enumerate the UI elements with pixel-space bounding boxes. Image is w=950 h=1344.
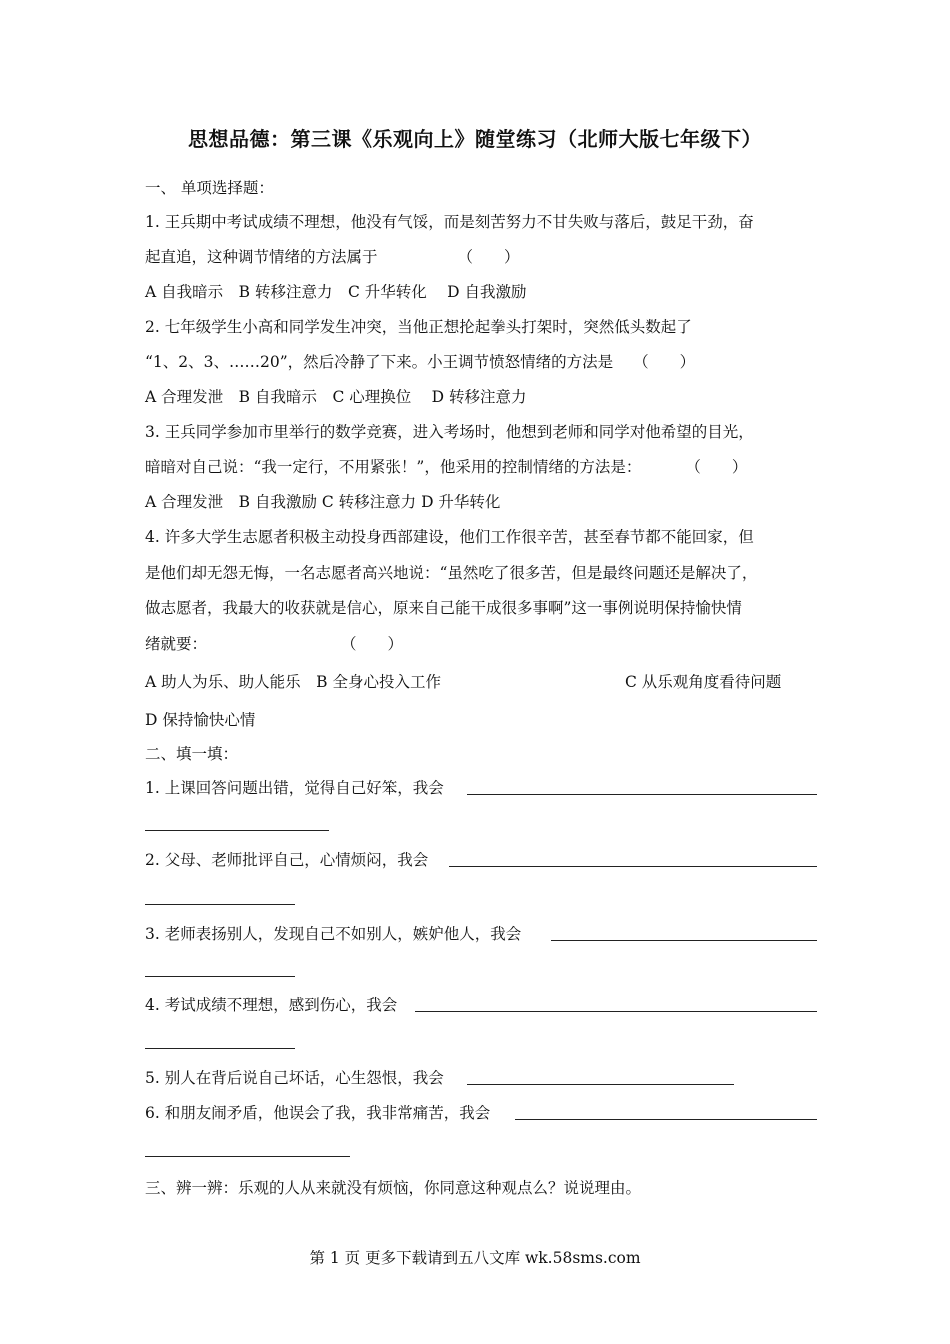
q3-answer-paren: （ ） [685,458,748,476]
q2-line2 [145,352,695,372]
q4-option-c: C 从乐观角度看待问题 [625,673,782,691]
fill-blank-6-continued[interactable] [145,1156,350,1157]
q3-line1: 3. 王兵同学参加市里举行的数学竞赛，进入考场时，他想到老师和同学对他希望的目光， [145,423,754,441]
fill-item-2: 2. 父母、老师批评自己，心情烦闷，我会 [145,851,429,869]
q3-options: A 合理发泄 B 自我激励 C 转移注意力 D 升华转化 [145,493,501,511]
fill-item-6: 6. 和朋友闹矛盾，他误会了我，我非常痛苦，我会 [145,1104,491,1122]
q1-line1: 1. 王兵期中考试成绩不理想，他没有气馁，而是刻苦努力不甘失败与落后，鼓足干劲，奋 [145,213,754,231]
q4-options-ab: A 助人为乐、助人能乐 B 全身心投入工作 [145,673,441,691]
q2-answer-paren: （ ） [633,353,696,371]
q4-line1: 4. 许多大学生志愿者积极主动投身西部建设，他们工作很辛苦，甚至春节都不能回家，但 [145,528,754,546]
q2-line1: 2. 七年级学生小高和同学发生冲突，当他正想抡起拳头打架时，突然低头数起了 [145,318,692,336]
page-footer: 第 1 页 更多下载请到五八文库 wk.58sms.com [309,1249,641,1267]
q3-stem: 暗暗对自己说：“我一定行，不用紧张！”，他采用的控制情绪的方法是： [145,458,642,476]
fill-item-3: 3. 老师表扬别人，发现自己不如别人，嫉妒他人，我会 [145,925,522,943]
fill-blank-4[interactable] [415,1011,817,1012]
q4-line3: 做志愿者，我最大的收获就是信心，原来自己能干成很多事啊”这一事例说明保持愉快情 [145,599,742,617]
section1-heading: 一、 单项选择题： [145,179,274,197]
page-title: 思想品德：第三课《乐观向上》随堂练习（北师大版七年级下） [188,127,762,151]
fill-item-5: 5. 别人在背后说自己坏话，心生怨恨，我会 [145,1069,444,1087]
q1-answer-paren: （ ） [457,248,520,266]
fill-item-1: 1. 上课回答问题出错，觉得自己好笨，我会 [145,779,444,797]
q2-options: A 合理发泄 B 自我暗示 C 心理换位 D 转移注意力 [145,388,527,406]
q4-line2: 是他们却无怨无悔，一名志愿者高兴地说：“虽然吃了很多苦，但是最终问题还是解决了， [145,564,758,582]
q4-line4 [145,634,403,654]
q4-stem: 绪就要： [145,635,208,653]
fill-blank-6[interactable] [515,1119,817,1120]
q4-option-d: D 保持愉快心情 [145,711,256,729]
q1-options: A 自我暗示 B 转移注意力 C 升华转化 D 自我激励 [145,283,527,301]
fill-item-4: 4. 考试成绩不理想，感到伤心，我会 [145,996,398,1014]
fill-blank-2-continued[interactable] [145,904,295,905]
section2-heading: 二、填一填： [145,745,239,763]
fill-blank-3[interactable] [551,940,817,941]
q4-answer-paren: （ ） [341,635,404,653]
fill-blank-3-continued[interactable] [145,976,295,977]
fill-blank-5[interactable] [467,1084,734,1085]
section3-heading: 三、辨一辨：乐观的人从来就没有烦恼，你同意这种观点么？说说理由。 [145,1179,642,1197]
fill-blank-4-continued[interactable] [145,1048,295,1049]
fill-blank-1-continued[interactable] [145,830,329,831]
q1-stem: 起直追，这种调节情绪的方法属于 [145,248,378,266]
fill-blank-1[interactable] [467,794,817,795]
q2-stem: “1、2、3、……20”，然后冷静了下来。小王调节愤怒情绪的方法是 [145,353,614,371]
q1-line2 [145,247,520,267]
fill-blank-2[interactable] [449,866,817,867]
q3-line2 [145,457,747,477]
